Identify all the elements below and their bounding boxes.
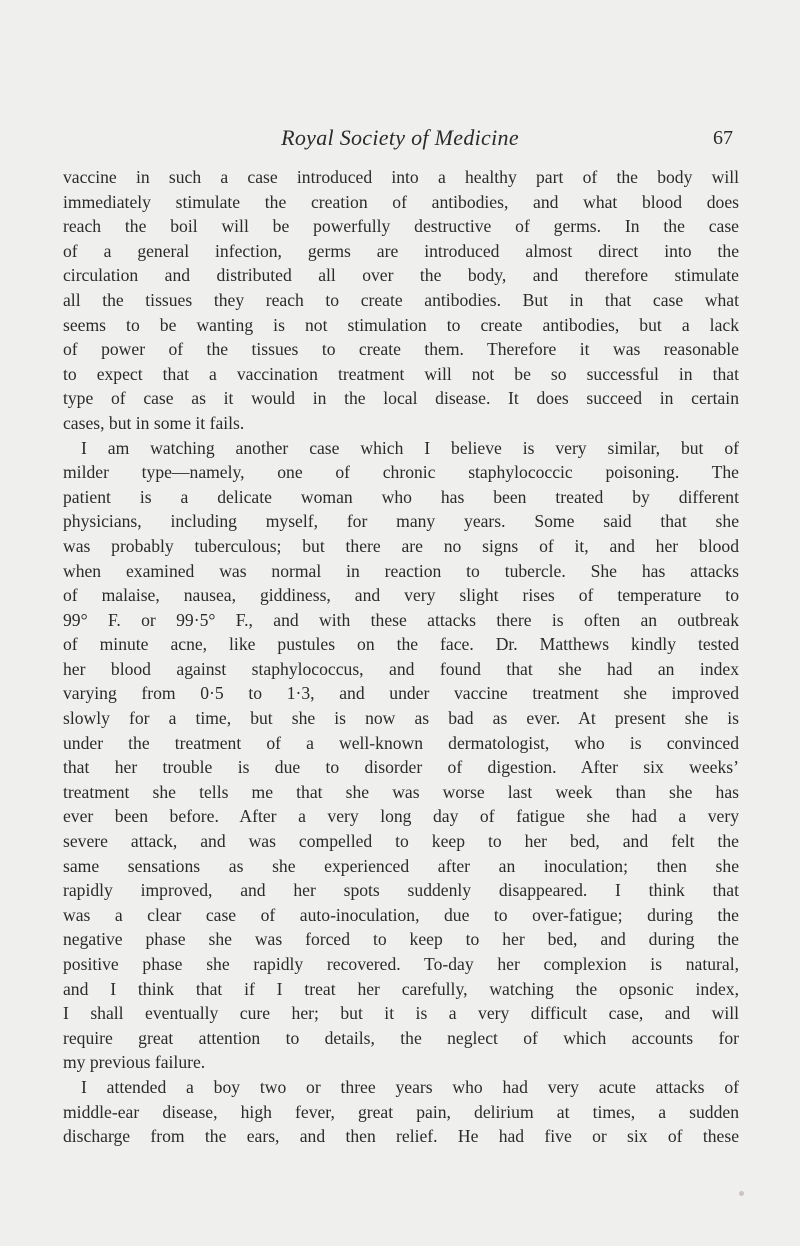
paragraph xyxy=(63,165,739,436)
text-line: when examined was normal in reaction to tubercle. She has attacks xyxy=(63,560,739,581)
text-line: immediately stimulate the creation of antibodies, and what blood does xyxy=(63,191,739,212)
text-line: slowly for a time, but she is now as bad as ever. At present she is xyxy=(63,708,739,729)
text-line: her blood against staphylococcus, and found that she had an index xyxy=(63,658,739,679)
text-line: that her trouble is due to disorder of digestion. After six weeks’ xyxy=(63,757,739,778)
text-line: milder type—namely, one of chronic staphylococcic poisoning. The xyxy=(63,462,739,483)
paragraph xyxy=(63,436,739,1075)
text-line: of power of the tissues to create them. Therefore it was reasonable xyxy=(63,339,739,360)
text-line: rapidly improved, and her spots suddenly disappeared. I think that xyxy=(63,880,739,901)
text-line: varying from 0·5 to 1·3, and under vaccine treatment she improved xyxy=(63,683,739,704)
body-text xyxy=(63,165,739,1149)
paragraph xyxy=(63,1075,739,1149)
text-line: ever been before. After a very long day of fatigue she had a very xyxy=(63,806,739,827)
text-line: negative phase she was forced to keep to her bed, and during the xyxy=(63,929,739,950)
text-line: discharge from the ears, and then relief. He had five or six of these xyxy=(63,1126,739,1147)
text-line: of minute acne, like pustules on the face. Dr. Matthews kindly tested xyxy=(63,634,739,655)
text-line: circulation and distributed all over the body, and therefore stimulate xyxy=(63,265,739,286)
text-line: I attended a boy two or three years who had very acute attacks of xyxy=(81,1076,739,1097)
text-line: middle-ear disease, high fever, great pain, delirium at times, a sudden xyxy=(63,1101,739,1122)
text-line: physicians, including myself, for many years. Some said that she xyxy=(63,511,739,532)
text-line: my previous failure. xyxy=(63,1052,206,1073)
running-title: Royal Society of Medicine xyxy=(281,125,519,150)
text-line: I shall eventually cure her; but it is a very difficult case, and will xyxy=(63,1003,739,1024)
text-line: require great attention to details, the neglect of which accounts for xyxy=(63,1027,739,1048)
text-line: all the tissues they reach to create antibodies. But in that case what xyxy=(63,289,739,310)
text-line: I am watching another case which I believe is very similar, but of xyxy=(81,437,739,458)
text-line: patient is a delicate woman who has been treated by different xyxy=(63,486,739,507)
running-head xyxy=(0,123,800,153)
text-line: to expect that a vaccination treatment will not be so successful in that xyxy=(63,363,739,384)
text-line: same sensations as she experienced after an inoculation; then she xyxy=(63,855,739,876)
text-line: of malaise, nausea, giddiness, and very slight rises of temperature to xyxy=(63,585,739,606)
text-line: seems to be wanting is not stimulation to create antibodies, but a lack xyxy=(63,314,739,335)
text-line: was probably tuberculous; but there are no signs of it, and her blood xyxy=(63,535,739,556)
page-number: 67 xyxy=(713,127,733,149)
text-line: severe attack, and was compelled to keep to her bed, and felt the xyxy=(63,831,739,852)
text-line: 99° F. or 99·5° F., and with these attacks there is often an outbreak xyxy=(63,609,739,630)
text-line: under the treatment of a well-known dermatologist, who is convinced xyxy=(63,732,739,753)
text-line: vaccine in such a case introduced into a healthy part of the body will xyxy=(63,167,739,187)
text-line: cases, but in some it fails. xyxy=(63,412,245,433)
text-line: treatment she tells me that she was worse last week than she has xyxy=(63,781,739,802)
text-line: positive phase she rapidly recovered. To-day her complexion is natural, xyxy=(63,954,739,974)
text-line: of a general infection, germs are introduced almost direct into the xyxy=(63,240,739,261)
paper-speck xyxy=(739,1191,744,1196)
text-line: and I think that if I treat her carefully, watching the opsonic index, xyxy=(63,978,739,999)
text-line: type of case as it would in the local disease. It does succeed in certain xyxy=(63,388,739,409)
text-line: was a clear case of auto-inoculation, due to over-fatigue; during the xyxy=(63,904,739,925)
text-line: reach the boil will be powerfully destructive of germs. In the case xyxy=(63,216,739,237)
